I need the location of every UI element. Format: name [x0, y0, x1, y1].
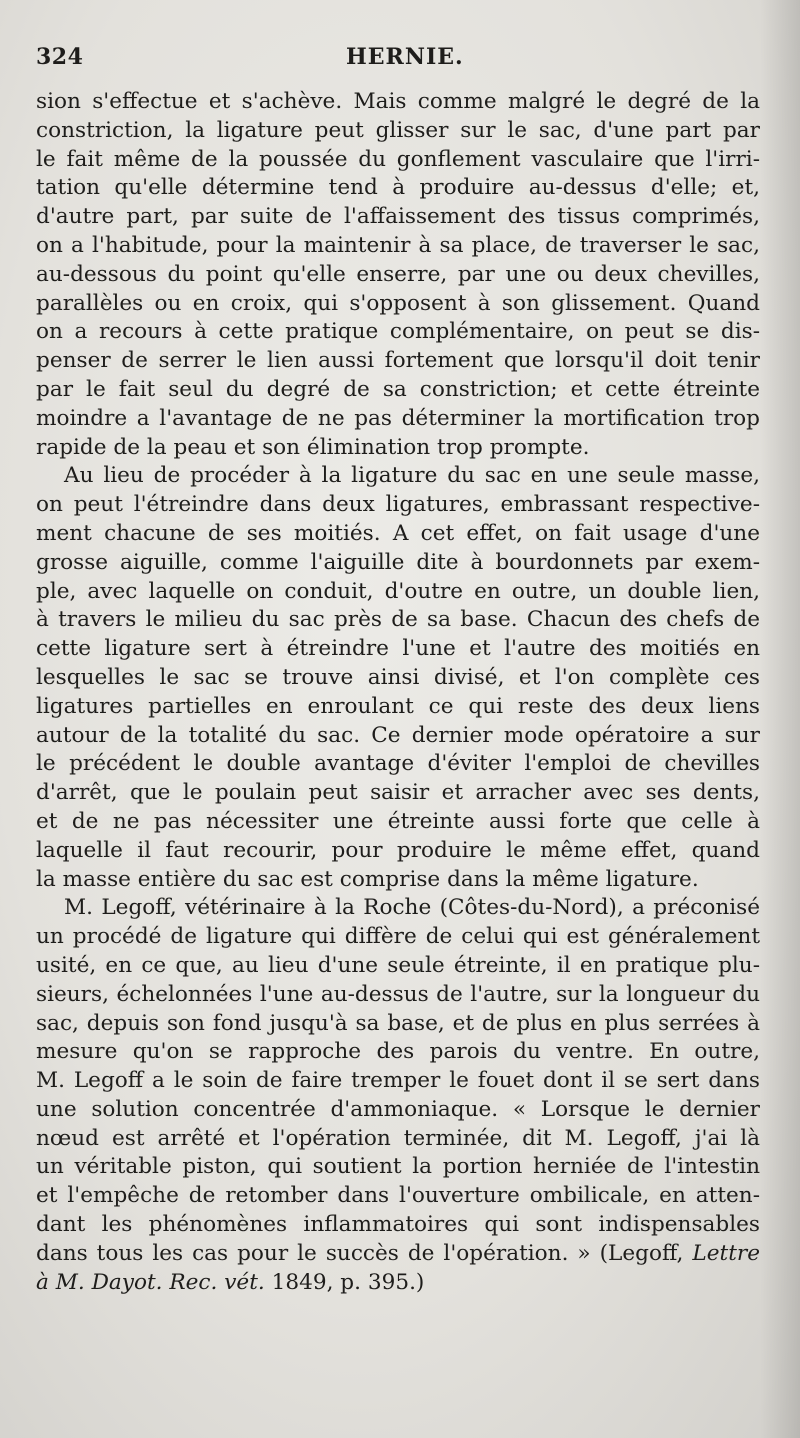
text-line: à travers le milieu du sac près de sa base. Chacun des chefs de — [36, 607, 760, 633]
page-edge-shadow — [760, 0, 800, 1438]
text-line: au-dessous du point qu'elle enserre, par une ou deux chevilles, — [36, 261, 760, 287]
text-line: le fait même de la poussée du gonflement vasculaire que l'irri- — [36, 146, 760, 172]
text-line: un procédé de ligature qui diffère de celui qui est généralement — [36, 924, 760, 950]
text-line: laquelle il faut recourir, pour produire le même effet, quand — [36, 837, 760, 863]
text-line: autour de la totalité du sac. Ce dernier mode opératoire a sur — [36, 722, 760, 748]
paragraph-1 — [36, 88, 760, 462]
text-line: et l'empêche de retomber dans l'ouverture ombilicale, en atten- — [36, 1183, 760, 1209]
text-line: Au lieu de procéder à la ligature du sac en une seule masse, — [64, 463, 760, 489]
text-line: on peut l'étreindre dans deux ligatures, embrassant respective- — [36, 492, 760, 518]
text-line: dant les phénomènes inflammatoires qui sont indispensables — [36, 1212, 760, 1238]
citation-lead: dans tous les cas pour le succès de l'opération. » (Legoff, — [36, 1240, 684, 1266]
page-header — [36, 44, 760, 76]
text-line: ment chacune de ses moitiés. A cet effet, on fait usage d'une — [36, 520, 760, 546]
text-line: moindre a l'avantage de ne pas déterminer la mortification trop — [36, 405, 760, 431]
text-line: on a recours à cette pratique complémentaire, on peut se dis- — [36, 319, 760, 345]
text-line: lesquelles le sac se trouve ainsi divisé, et l'on complète ces — [36, 664, 760, 690]
text-line: usité, en ce que, au lieu d'une seule étreinte, il en pratique plu- — [36, 952, 760, 978]
text-line: d'arrêt, que le poulain peut saisir et arracher avec ses dents, — [36, 780, 760, 806]
text-line: parallèles ou en croix, qui s'opposent à son glissement. Quand — [36, 290, 760, 316]
text-line: sion s'effectue et s'achève. Mais comme malgré le degré de la — [36, 89, 760, 114]
text-line: rapide de la peau et son élimination trop prompte. — [36, 434, 590, 460]
text-line: et de ne pas nécessiter une étreinte aussi forte que celle à — [36, 808, 760, 834]
text-line: mesure qu'on se rapproche des parois du ventre. En outre, — [36, 1039, 760, 1065]
text-line: d'autre part, par suite de l'affaissement des tissus comprimés, — [36, 204, 760, 230]
paragraph-2 — [36, 462, 760, 894]
text-line: sieurs, échelonnées l'une au-dessus de l'autre, sur la longueur du — [36, 981, 760, 1007]
text-line: cette ligature sert à étreindre l'une et l'autre des moitiés en — [36, 636, 760, 662]
text-line-with-citation — [36, 1240, 760, 1269]
text-line: par le fait seul du degré de sa constriction; et cette étreinte — [36, 376, 760, 402]
text-line: une solution concentrée d'ammoniaque. « Lorsque le dernier — [36, 1096, 760, 1122]
citation-reference: 1849, p. 395.) — [264, 1269, 425, 1295]
text-line: penser de serrer le lien aussi fortement que lorsqu'il doit tenir — [36, 348, 760, 374]
text-line: grosse aiguille, comme l'aiguille dite à bourdonnets par exem- — [36, 549, 760, 575]
text-line: ple, avec laquelle on conduit, d'outre en outre, un double lien, — [36, 578, 760, 604]
text-line: tation qu'elle détermine tend à produire au-dessus d'elle; et, — [36, 175, 760, 201]
text-line: constriction, la ligature peut glisser sur le sac, d'une part par — [36, 117, 760, 143]
text-line: nœud est arrêté et l'opération terminée, dit M. Legoff, j'ai là — [36, 1125, 760, 1151]
body-text — [36, 88, 760, 1297]
paragraph-3 — [36, 894, 760, 1297]
citation-title: Lettre — [692, 1240, 760, 1266]
page-number: 324 — [36, 44, 84, 70]
text-line: ligatures partielles en enroulant ce qui reste des deux liens — [36, 693, 760, 719]
text-line: la masse entière du sac est comprise dans la même ligature. — [36, 866, 699, 892]
running-head: HERNIE. — [346, 44, 464, 70]
citation-recipient: à M. Dayot. Rec. vét. — [36, 1269, 265, 1295]
text-line: un véritable piston, qui soutient la portion herniée de l'intestin — [36, 1154, 760, 1180]
text-line: le précédent le double avantage d'éviter l'emploi de chevilles — [36, 751, 760, 777]
text-line: M. Legoff a le soin de faire tremper le fouet dont il se sert dans — [36, 1068, 760, 1094]
citation-line — [36, 1269, 760, 1298]
text-line: M. Legoff, vétérinaire à la Roche (Côtes-du-Nord), a préconisé — [64, 895, 760, 921]
text-line: on a l'habitude, pour la maintenir à sa place, de traverser le sac, — [36, 232, 760, 258]
text-line: sac, depuis son fond jusqu'à sa base, et de plus en plus serrées à — [36, 1010, 760, 1036]
